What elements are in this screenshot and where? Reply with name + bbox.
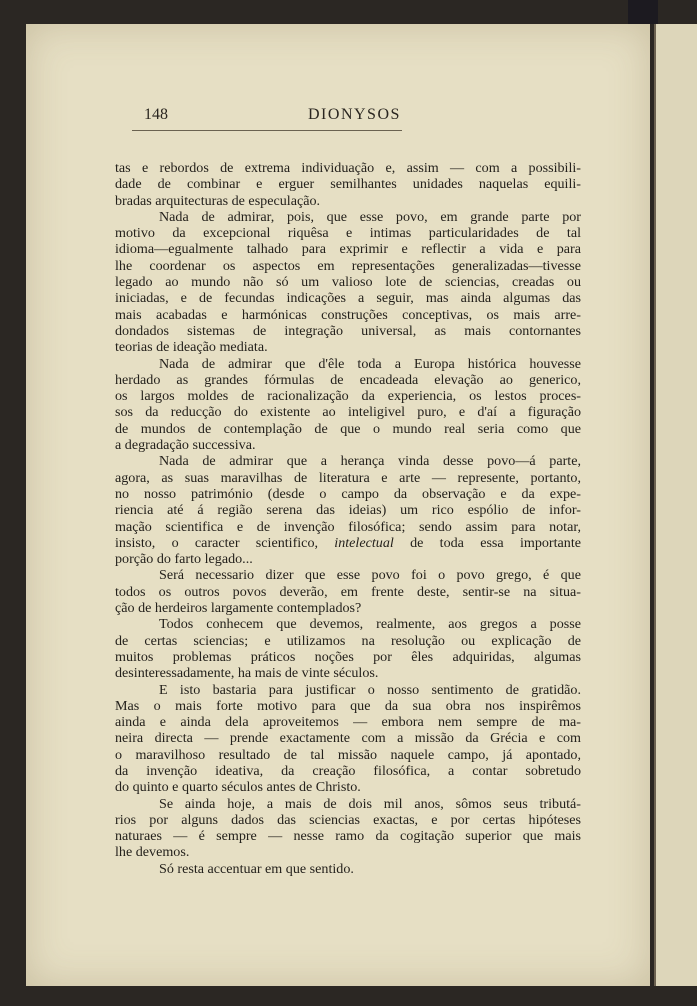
page-header <box>132 106 402 131</box>
page-number: 148 <box>144 106 168 123</box>
text-line: teorias de ideação mediata. <box>115 339 268 356</box>
text-line: Se ainda hoje, a mais de dois mil anos, sômos seus tributá- <box>159 795 581 812</box>
paragraph <box>115 861 581 877</box>
text-line: a degradação successiva. <box>115 437 256 454</box>
text-line: porção do farto legado... <box>115 551 253 568</box>
text-line: Todos conhecem que devemos, realmente, aos gregos a posse <box>159 616 581 633</box>
text-line: ção de herdeiros largamente contemplados? <box>115 600 362 617</box>
text-line: tas e rebordos de extrema individuação e, assim — com a possibili- <box>115 160 581 176</box>
paragraph <box>115 209 581 356</box>
running-title: DIONYSOS <box>308 106 401 123</box>
text-line: rios por alguns dados das sciencias exactas, e por certas hipóteses <box>115 811 581 828</box>
text-line: mais acabadas e harmónicas construções conceptivas, os mais arre- <box>115 306 581 323</box>
text-line-with-italic <box>115 535 581 551</box>
paragraph <box>115 160 581 209</box>
text-line: legado ao mundo não só um valioso lote de sciencias, creadas ou <box>115 274 581 291</box>
text-line: do quinto e quarto séculos antes de Christo. <box>115 779 361 796</box>
text-line: dondados sistemas de integração universal, as mais contornantes <box>115 322 581 339</box>
text-line: muitos problemas práticos noções por êles adquiridas, algumas <box>115 648 581 665</box>
text-line: mação scientifica e de invenção filosófica; sendo assim para notar, <box>115 518 581 535</box>
paragraph <box>115 356 581 454</box>
text-line: Só resta accentuar em que sentido. <box>159 860 354 877</box>
paragraph <box>115 567 581 616</box>
text-line: lhe devemos. <box>115 844 190 861</box>
text-line: E isto bastaria para justificar o nosso sentimento de gratidão. <box>159 681 581 698</box>
text-line: naturaes — é sempre — nesse ramo da cogitação superior que mais <box>115 828 581 845</box>
adjacent-page-edge <box>654 24 697 986</box>
body-text <box>115 160 581 877</box>
text-line: riencia até á região serena das ideias) um rico espólio de infor- <box>115 502 581 519</box>
text-line: idioma—egualmente talhado para exprimir e reflectir a vida e para <box>115 241 581 258</box>
text-line: da invenção ideativa, da creação filosófica, a contar sobretudo <box>115 762 581 779</box>
text-line: Mas o mais forte motivo para que da sua obra nos inspirêmos <box>115 697 581 714</box>
paragraph <box>115 616 581 681</box>
text-line: Nada de admirar que d'êle toda a Europa histórica houvesse <box>159 355 581 372</box>
text-segment: de toda essa importante <box>393 534 582 551</box>
text-line: motivo da excepcional riquêsa e intimas particularidades de tal <box>115 225 581 242</box>
text-line: bradas arquitecturas de especulação. <box>115 192 321 209</box>
text-line: dade de combinar e erguer semilhantes unidades naquelas equili- <box>115 176 581 193</box>
paragraph <box>115 682 581 796</box>
text-line: iniciadas, e de fecundas indicações a seguir, mas ainda algumas das <box>115 290 581 307</box>
text-line: sos da reducção do existente ao inteligivel puro, e d'aí a figuração <box>115 404 581 421</box>
paragraph <box>115 796 581 861</box>
paragraph <box>115 453 581 567</box>
text-line: no nosso património (desde o campo da observação e da expe- <box>115 485 581 502</box>
book-binding <box>628 0 658 24</box>
text-line: desinteressadamente, ha mais de vinte séculos. <box>115 665 379 682</box>
italic-word: intelectual <box>334 534 394 551</box>
text-line: agora, as suas maravilhas de literatura e arte — represente, portanto, <box>115 469 581 486</box>
text-line: Nada de admirar que a herança vinda desse povo—á parte, <box>159 453 581 470</box>
text-line: herdado as grandes fórmulas de encadeada elevação ao generico, <box>115 371 581 388</box>
text-line: de certas sciencias; e utilizamos na resolução ou explicação de <box>115 632 581 649</box>
text-line: de mundos de contemplação de que o mundo real seria como que <box>115 420 581 437</box>
text-line: lhe coordenar os aspectos em representações generalizadas—tivesse <box>115 257 581 274</box>
text-segment: insisto, o caracter scientifico, <box>115 534 335 551</box>
text-line: Será necessario dizer que esse povo foi o povo grego, é que <box>159 567 581 584</box>
text-line: ainda e ainda dela aproveitemos — embora nem sempre de ma- <box>115 714 581 731</box>
text-line: os largos moldes de racionalização da experiencia, os lestos proces- <box>115 388 581 405</box>
text-line: o maravilhoso resultado de tal missão naquele campo, já apontado, <box>115 746 581 763</box>
text-line: neira directa — prende exactamente com a missão da Grécia e com <box>115 730 581 747</box>
text-line: todos os outros povos deverão, em frente deste, sentir-se na situa- <box>115 583 581 600</box>
text-line: Nada de admirar, pois, que esse povo, em grande parte por <box>159 208 581 225</box>
